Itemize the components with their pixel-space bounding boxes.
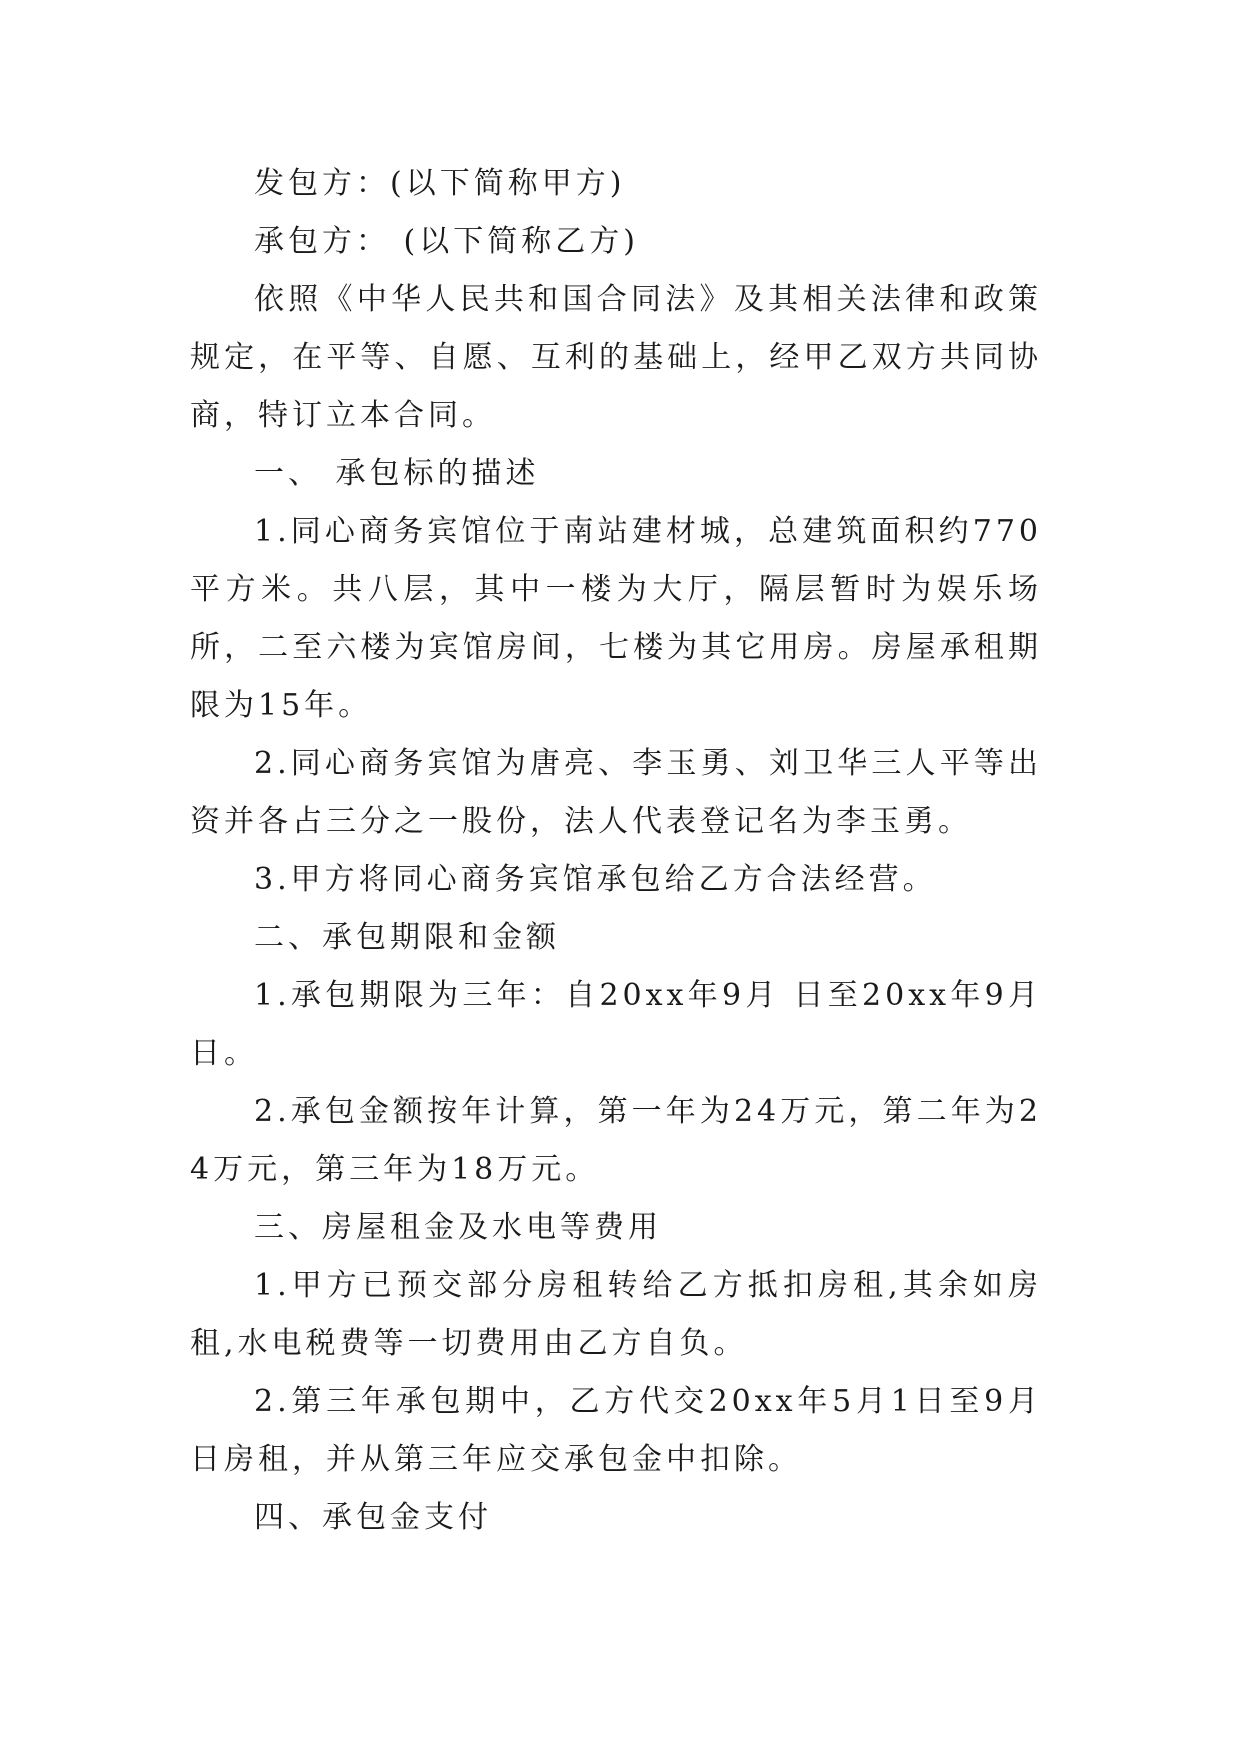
- clause-3-1: 1.甲方已预交部分房租转给乙方抵扣房租,其余如房租,水电税费等一切费用由乙方自负。: [190, 1268, 1042, 1361]
- section-heading-1: 一、 承包标的描述: [254, 456, 540, 491]
- preamble-paragraph: 依照《中华人民共和国合同法》及其相关法律和政策规定，在平等、自愿、互利的基础上，经甲乙双方共同协商，特订立本合同。: [190, 282, 1042, 433]
- section-heading-2: 二、承包期限和金额: [254, 920, 560, 955]
- clause-2-1: 1.承包期限为三年：自20xx年9月 日至20xx年9月日。: [190, 978, 1042, 1071]
- party-a-line: 发包方：(以下简称甲方): [254, 166, 626, 201]
- document-body: [190, 155, 1042, 1547]
- section-heading-4: 四、承包金支付: [254, 1500, 492, 1535]
- clause-3-2: 2.第三年承包期中，乙方代交20xx年5月1日至9月日房租，并从第三年应交承包金中扣除。: [190, 1384, 1042, 1477]
- clause-1-2: 2.同心商务宾馆为唐亮、李玉勇、刘卫华三人平等出资并各占三分之一股份，法人代表登记名为李玉勇。: [190, 746, 1042, 839]
- clause-1-1: 1.同心商务宾馆位于南站建材城，总建筑面积约770平方米。共八层，其中一楼为大厅，隔层暂时为娱乐场所，二至六楼为宾馆房间，七楼为其它用房。房屋承租期限为15年。: [190, 514, 1042, 723]
- clause-2-2: 2.承包金额按年计算，第一年为24万元，第二年为24万元，第三年为18万元。: [190, 1094, 1042, 1187]
- clause-1-3: 3.甲方将同心商务宾馆承包给乙方合法经营。: [254, 862, 937, 897]
- section-heading-3: 三、房屋租金及水电等费用: [254, 1210, 662, 1245]
- party-b-line: 承包方： (以下简称乙方): [254, 224, 639, 259]
